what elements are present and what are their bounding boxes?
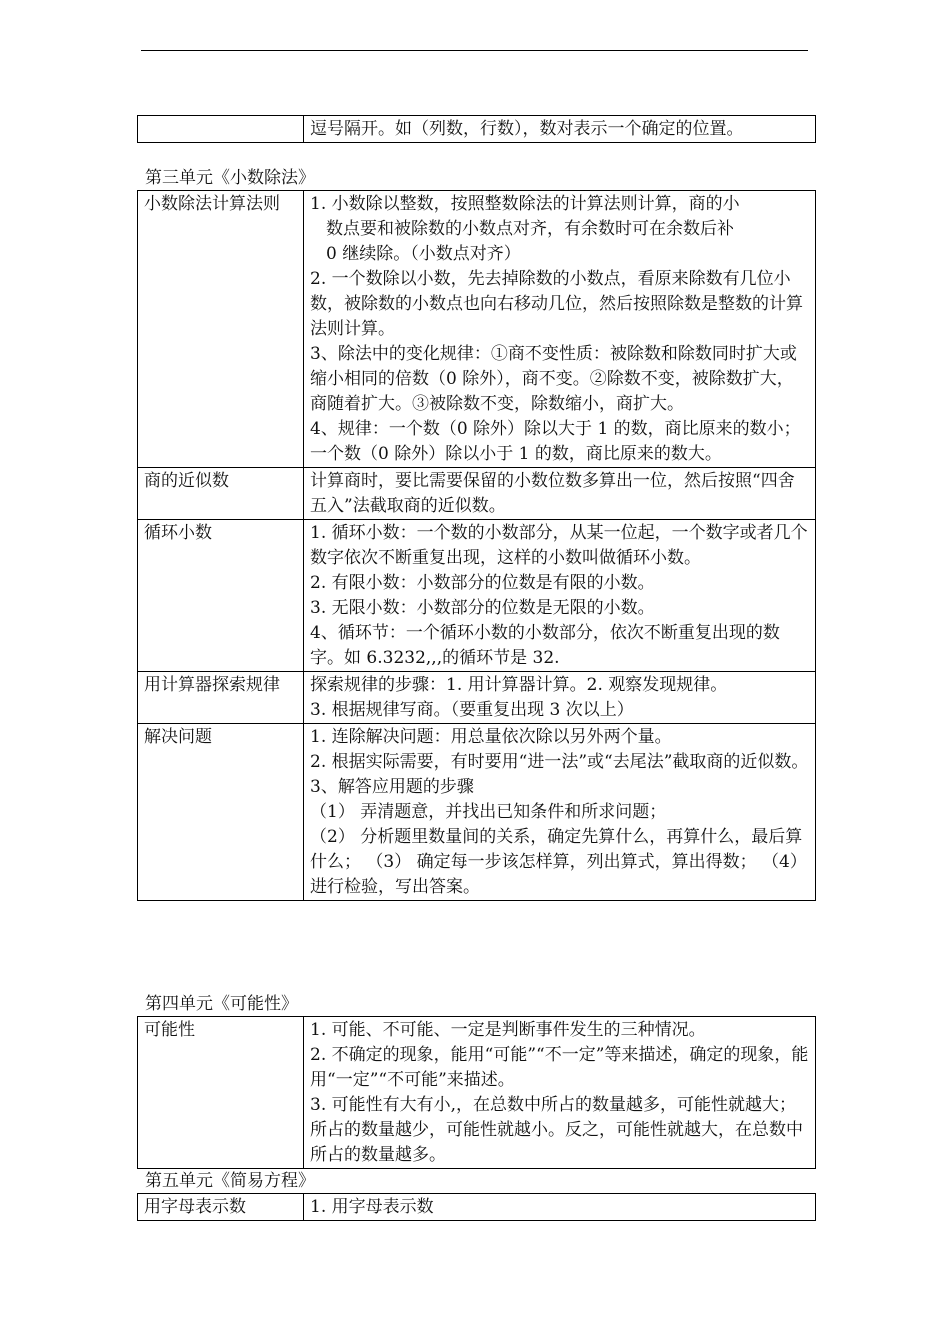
- table-row: [138, 191, 816, 468]
- content-line: 3. 可能性有大有小,，在总数中所占的数量越多，可能性就越大；所占的数量越少，可能性就越小。反之，可能性就越大，在总数中所占的数量越多。: [310, 1095, 803, 1165]
- row-label: 循环小数: [138, 520, 304, 672]
- unit3-title: 第三单元《小数除法》: [145, 168, 315, 188]
- row-label: 用计算器探索规律: [138, 672, 304, 724]
- top-table: [137, 115, 816, 143]
- table-row: [138, 672, 816, 724]
- content-line: 3. 无限小数：小数部分的位数是无限的小数。: [310, 598, 655, 618]
- unit4-title: 第四单元《可能性》: [145, 994, 298, 1014]
- content-line: 3、除法中的变化规律：①商不变性质：被除数和除数同时扩大或缩小相同的倍数（0 除外），商不变。②除数不变，被除数扩大，商随着扩大。③被除数不变，除数缩小，商扩大。: [310, 344, 797, 414]
- content-line: 2. 有限小数：小数部分的位数是有限的小数。: [310, 573, 655, 593]
- row-label: 商的近似数: [138, 468, 304, 520]
- row-content: [304, 468, 816, 520]
- row-content: [304, 724, 816, 901]
- content-line: 1. 用字母表示数: [310, 1197, 434, 1217]
- content-line: 1. 小数除以整数，按照整数除法的计算法则计算，商的小: [310, 194, 740, 214]
- content-line: 一个数（0 除外）除以小于 1 的数，商比原来的数大。: [310, 444, 722, 464]
- content-line: 4、循环节：一个循环小数的小数部分，依次不断重复出现的数字。如 6.3232,,,的循环节是 32.: [310, 623, 780, 668]
- content-line: 数点要和被除数的小数点对齐，有余数时可在余数后补: [326, 219, 734, 239]
- unit5-title: 第五单元《简易方程》: [145, 1171, 315, 1191]
- unit4-table: [137, 1016, 816, 1169]
- unit3-table: [137, 190, 816, 901]
- table-row: [138, 1017, 816, 1169]
- row-content: [304, 1017, 816, 1169]
- content-line: 2. 根据实际需要，有时要用“进一法”或“去尾法”截取商的近似数。: [310, 752, 809, 772]
- table-row: [138, 1194, 816, 1221]
- content-line: 2. 不确定的现象，能用“可能”“不一定”等来描述，确定的现象，能用“一定”“不可能”来描述。: [310, 1045, 809, 1090]
- content-line: 4、规律：一个数（0 除外）除以大于 1 的数，商比原来的数小；: [310, 419, 801, 439]
- header-rule: [141, 50, 808, 51]
- unit5-table: [137, 1193, 816, 1221]
- row-content: [304, 520, 816, 672]
- row-content: 逗号隔开。如（列数，行数），数对表示一个确定的位置。: [304, 116, 816, 143]
- content-line: 探索规律的步骤：1. 用计算器计算。2. 观察发现规律。: [310, 675, 728, 695]
- table-row: [138, 468, 816, 520]
- table-row: [138, 116, 816, 143]
- row-content: [304, 191, 816, 468]
- content-line: 1. 循环小数：一个数的小数部分，从某一位起，一个数字或者几个数字依次不断重复出现，这样的小数叫做循环小数。: [310, 523, 808, 568]
- row-label: 解决问题: [138, 724, 304, 901]
- content-line: （1） 弄清题意，并找出已知条件和所求问题；: [310, 802, 667, 822]
- row-content: [304, 1194, 816, 1221]
- content-line: 1. 可能、不可能、一定是判断事件发生的三种情况。: [310, 1020, 706, 1040]
- content-line: 1. 连除解决问题：用总量依次除以另外两个量。: [310, 727, 672, 747]
- table-row: [138, 520, 816, 672]
- row-content: [304, 672, 816, 724]
- content-line: 3、解答应用题的步骤: [310, 777, 474, 797]
- content-line: 计算商时，要比需要保留的小数位数多算出一位，然后按照“四舍五入”法截取商的近似数。: [310, 471, 795, 516]
- row-label: 小数除法计算法则: [138, 191, 304, 468]
- content-line: （2） 分析题里数量间的关系，确定先算什么，再算什么，最后算什么； （3） 确定每一步该怎样算，列出算式，算出得数； （4） 进行检验，写出答案。: [310, 827, 807, 897]
- content-line: 2. 一个数除以小数，先去掉除数的小数点，看原来除数有几位小数，被除数的小数点也向右移动几位，然后按照除数是整数的计算法则计算。: [310, 269, 803, 339]
- row-label: 用字母表示数: [138, 1194, 304, 1221]
- table-row: [138, 724, 816, 901]
- content-line: 3. 根据规律写商。（要重复出现 3 次以上）: [310, 700, 634, 720]
- row-label: [138, 116, 304, 143]
- content-line: 0 继续除。（小数点对齐）: [326, 244, 521, 264]
- row-label: 可能性: [138, 1017, 304, 1169]
